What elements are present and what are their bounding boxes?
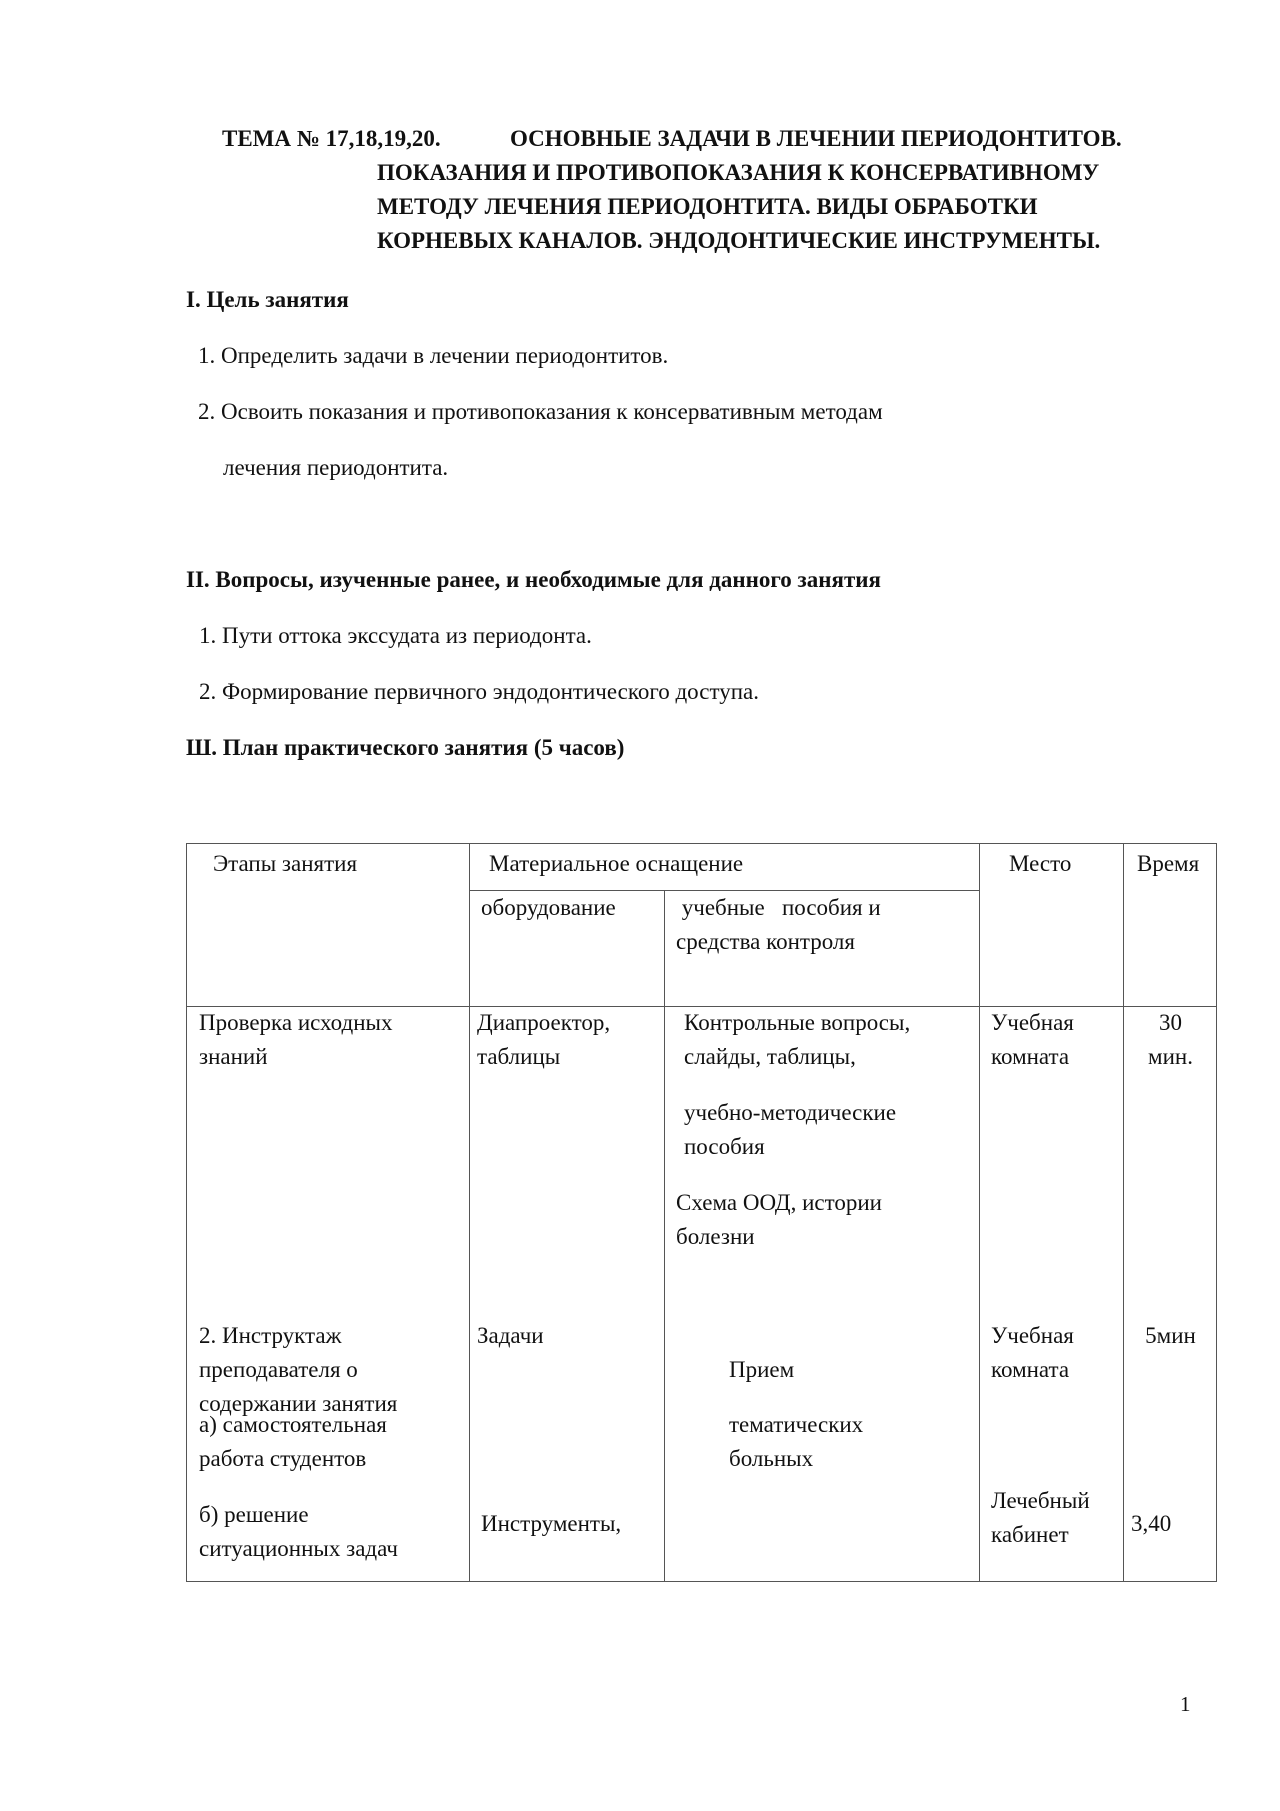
section-3-heading: Ш. План практического занятия (5 часов) <box>186 735 625 760</box>
section-1-heading: I. Цель занятия <box>186 287 349 312</box>
page-number: 1 <box>1180 1692 1191 1716</box>
row-1-aids-a: Контрольные вопросы, слайды, таблицы, <box>684 1010 911 1069</box>
header-aids: учебные пособия и средства контроля <box>676 895 881 954</box>
header-stages: Этапы занятия <box>213 851 358 876</box>
title-line-2: ПОКАЗАНИЯ И ПРОТИВОПОКАЗАНИЯ К КОНСЕРВАТИВНОМУ <box>377 160 1100 185</box>
row-1-aids-c: Схема ООД, истории болезни <box>676 1190 882 1249</box>
row-2-equipment-b: Инструменты, <box>481 1511 622 1536</box>
row-2-time-b: 3,40 <box>1131 1511 1172 1536</box>
section-1-item-2-cont: лечения периодонтита. <box>223 455 449 480</box>
row-2-stage-b: а) самостоятельная работа студентов <box>199 1412 387 1471</box>
row-1-time: 30 мин. <box>1148 1010 1193 1069</box>
table-col-divider-4 <box>1123 843 1124 1582</box>
row-1-aids-b: учебно-методические пособия <box>684 1100 897 1159</box>
title-line-4: КОРНЕВЫХ КАНАЛОВ. ЭНДОДОНТИЧЕСКИЕ ИНСТРУМЕНТЫ. <box>377 228 1101 253</box>
section-1-item-1: 1. Определить задачи в лечении периодонтитов. <box>198 343 669 368</box>
table-col-divider-2 <box>664 890 665 1582</box>
section-2-heading: II. Вопросы, изученные ранее, и необходимые для данного занятия <box>186 567 881 592</box>
table-col-divider-1 <box>469 843 470 1582</box>
section-1-item-2: 2. Освоить показания и противопоказания к консервативным методам <box>198 399 883 424</box>
table-border-bottom <box>186 1581 1217 1582</box>
table-border-top <box>186 843 1217 844</box>
header-material: Материальное оснащение <box>489 851 744 876</box>
table-border-left <box>186 843 187 1582</box>
row-2-time-a: 5мин <box>1145 1323 1196 1348</box>
row-2-place-b: Лечебный кабинет <box>991 1488 1090 1547</box>
header-time: Время <box>1137 851 1200 876</box>
row-2-aids-b: тематических больных <box>729 1412 864 1471</box>
row-2-stage-a: 2. Инструктаж преподавателя о содержании занятия <box>199 1323 398 1416</box>
plan-table <box>186 843 1217 1582</box>
title-line-1: ОСНОВНЫЕ ЗАДАЧИ В ЛЕЧЕНИИ ПЕРИОДОНТИТОВ. <box>510 126 1122 151</box>
row-1-equipment: Диапроектор, таблицы <box>477 1010 611 1069</box>
table-border-right <box>1216 843 1217 1582</box>
section-2-item-2: 2. Формирование первичного эндодонтического доступа. <box>199 679 759 704</box>
row-2-stage-c: б) решение ситуационных задач <box>199 1502 398 1561</box>
title-number: ТЕМА № 17,18,19,20. <box>222 126 441 151</box>
header-place: Место <box>1009 851 1072 876</box>
row-2-place-a: Учебная комната <box>991 1323 1074 1382</box>
row-2-aids-a: Прием <box>729 1357 795 1382</box>
title-line-3: МЕТОДУ ЛЕЧЕНИЯ ПЕРИОДОНТИТА. ВИДЫ ОБРАБОТКИ <box>377 194 1038 219</box>
row-1-place: Учебная комната <box>991 1010 1074 1069</box>
row-1-stage: Проверка исходных знаний <box>199 1010 393 1069</box>
header-equipment: оборудование <box>481 895 616 920</box>
row-2-equipment-a: Задачи <box>477 1323 544 1348</box>
section-2-item-1: 1. Пути оттока экссудата из периодонта. <box>199 623 592 648</box>
table-col-divider-3 <box>979 843 980 1582</box>
